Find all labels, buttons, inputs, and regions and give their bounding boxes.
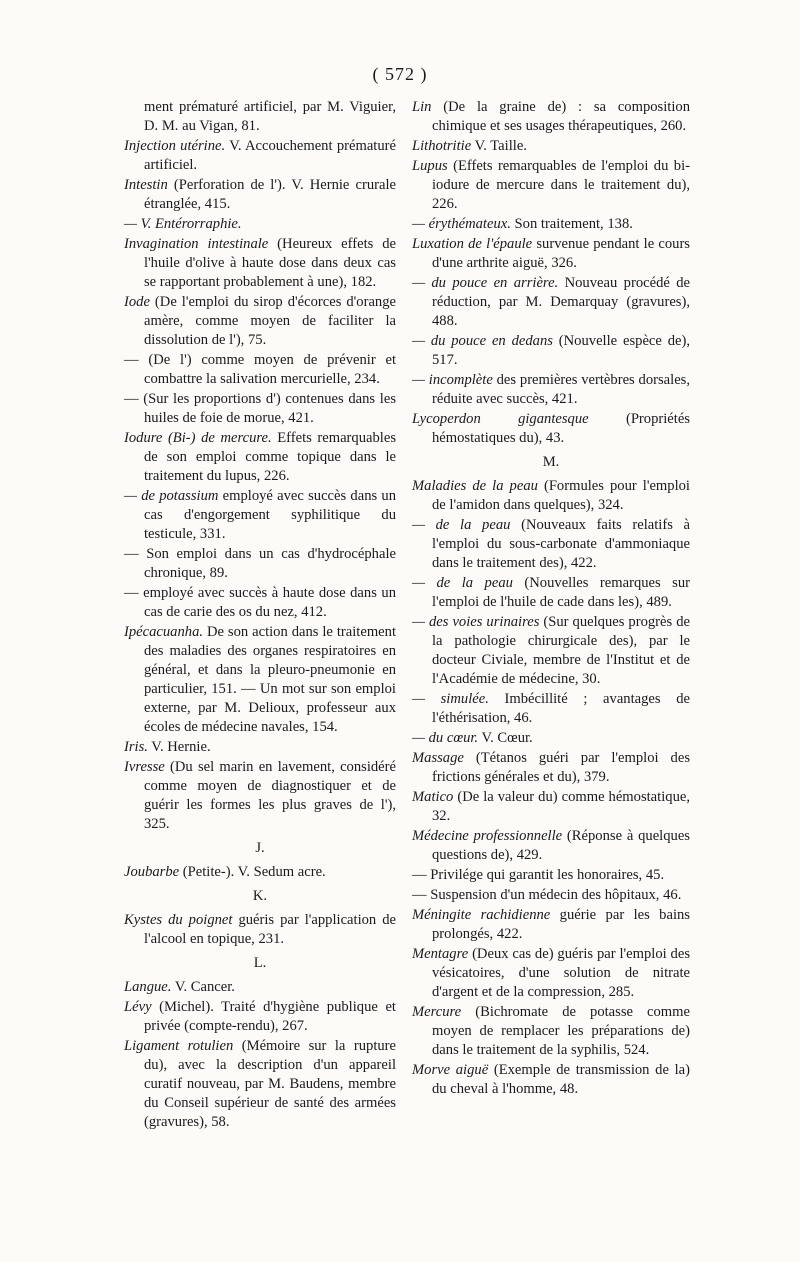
entry-heading: Lévy	[124, 999, 152, 1015]
index-entry	[412, 215, 690, 234]
entry-heading: Mentagre	[412, 946, 469, 962]
entry-heading: Lupus	[412, 158, 448, 174]
index-entry	[124, 758, 396, 834]
entry-text: — Privilége qui garantit les honoraires, 45.	[412, 867, 665, 883]
entry-text: (Effets remarquables de l'emploi du bi-iodure de mercure dans le traitement du), 226.	[432, 158, 690, 212]
index-entry	[412, 477, 690, 515]
index-entry	[124, 487, 396, 544]
index-entry	[412, 788, 690, 826]
entry-text: (Michel). Traité d'hygiène publique et privée (compte-rendu), 267.	[144, 999, 396, 1034]
entry-text: guéris par l'application de l'alcool en topique, 231.	[144, 912, 396, 947]
entry-text: — Son emploi dans un cas d'hydrocéphale chronique, 89.	[124, 546, 396, 581]
entry-heading: Maladies de la peau	[412, 478, 538, 494]
entry-heading: — incomplète	[412, 372, 493, 388]
entry-heading: — simulée.	[412, 691, 489, 707]
index-entry	[124, 235, 396, 292]
entry-heading: Massage	[412, 750, 464, 766]
entry-text: (Tétanos guéri par l'emploi des frictions générales et du), 379.	[432, 750, 690, 785]
index-entry	[412, 613, 690, 689]
entry-text: Son traitement, 138.	[510, 216, 633, 232]
index-entry	[124, 390, 396, 428]
entry-heading: Langue.	[124, 979, 172, 995]
index-entry	[124, 584, 396, 622]
index-entry	[412, 332, 690, 370]
entry-text: des premières vertèbres dorsales, réduite avec succès, 421.	[432, 372, 691, 407]
entry-text: V. Taille.	[471, 138, 527, 154]
entry-heading: — du cœur.	[412, 730, 479, 746]
entry-text: — (Sur les proportions d') contenues dans les huiles de foie de morue, 421.	[124, 391, 396, 426]
index-entry	[412, 274, 690, 331]
index-entry	[124, 176, 396, 214]
index-entry	[124, 429, 396, 486]
entry-heading: Injection utérine.	[124, 138, 226, 154]
index-entry	[412, 906, 690, 944]
entry-heading: Matico	[412, 789, 454, 805]
entry-heading: Kystes du poignet	[124, 912, 233, 928]
entry-text: (Petite-). V. Sedum acre.	[179, 864, 326, 880]
entry-heading: Luxation de l'épaule	[412, 236, 533, 252]
entry-text: — Suspension d'un médecin des hôpitaux, 46.	[412, 887, 682, 903]
entry-heading: Joubarbe	[124, 864, 180, 880]
index-entry	[412, 516, 690, 573]
entry-text: employé avec succès dans un cas d'engorgement syphilitique du testicule, 331.	[144, 488, 397, 542]
entry-heading: — de potassium	[124, 488, 219, 504]
entry-text: Nouveau procédé de réduction, par M. Demarquay (gravures), 488.	[432, 275, 691, 329]
entry-text: (Perforation de l'). V. Hernie crurale étranglée, 415.	[144, 177, 396, 212]
entry-text: survenue pendant le cours d'une arthrite aiguë, 326.	[432, 236, 690, 271]
entry-heading: — des voies urinaires	[412, 614, 540, 630]
entry-heading: Iris.	[124, 739, 148, 755]
section-letter: L.	[253, 955, 267, 971]
index-entry	[412, 1003, 690, 1060]
entry-text: (De la valeur du) comme hémostatique, 32.	[432, 789, 690, 824]
index-entry	[124, 137, 396, 175]
index-entry	[412, 749, 690, 787]
index-entry	[412, 886, 690, 905]
entry-heading: Invagination intestinale	[124, 236, 269, 252]
index-entry	[124, 738, 396, 757]
entry-text: guérie par les bains prolongés, 422.	[432, 907, 690, 942]
entry-heading: — érythémateux.	[412, 216, 511, 232]
section-letter: K.	[252, 888, 268, 904]
index-entry	[124, 863, 396, 882]
index-entry	[412, 1061, 690, 1099]
entry-text: V. Cancer.	[171, 979, 235, 995]
entry-heading: Iodure (Bi-) de mercure.	[124, 430, 272, 446]
entry-text: — (De l') comme moyen de prévenir et combattre la salivation mercurielle, 234.	[124, 352, 396, 387]
entry-text: (Mémoire sur la rupture du), avec la description d'un appareil curatif nouveau, par M. Baudens, membre du Conseil supérieur de santé des armées (gravures), 58.	[144, 1038, 397, 1130]
entry-heading: — V. Entérorraphie.	[124, 216, 242, 232]
entry-text: (Bichromate de potasse comme moyen de remplacer les préparations de) dans le traitement de la syphilis, 524.	[432, 1004, 690, 1058]
entry-text: (Formules pour l'emploi de l'amidon dans quelques), 324.	[432, 478, 690, 513]
entry-text: (Heureux effets de l'huile d'olive à haute dose dans deux cas se rapportant probablement à une), 182.	[144, 236, 396, 290]
entry-heading: Méningite rachidienne	[412, 907, 551, 923]
entry-text: ment prématuré artificiel, par M. Viguier, D. M. au Vigan, 81.	[144, 99, 396, 134]
index-entry	[124, 351, 396, 389]
index-entry	[412, 371, 690, 409]
index-entry	[124, 911, 396, 949]
entry-text: V. Hernie.	[147, 739, 211, 755]
entry-heading: Intestin	[124, 177, 168, 193]
entry-heading: Ivresse	[124, 759, 165, 775]
entry-text: (Exemple de transmission de la) du cheval à l'homme, 48.	[432, 1062, 690, 1097]
section-letter: M.	[542, 454, 560, 470]
entry-heading: Ligament rotulien	[124, 1038, 234, 1054]
entry-heading: — du pouce en dedans	[412, 333, 553, 349]
entry-text: (De la graine de) : sa composition chimique et ses usages thérapeutiques, 260.	[431, 99, 690, 134]
entry-text: (Du sel marin en lavement, considéré comme moyen de diagnostiquer et de guérir les formes les plus graves de l'), 325.	[144, 759, 396, 832]
entry-heading: Mercure	[412, 1004, 462, 1020]
entry-heading: Lycoperdon gigantesque	[412, 411, 589, 427]
index-entry	[412, 690, 690, 728]
entry-text: (Nouvelle espèce de), 517.	[432, 333, 691, 368]
entry-heading: — de la peau	[412, 575, 513, 591]
entry-text: (Réponse à quelques questions de), 429.	[432, 828, 690, 863]
index-entry	[412, 945, 690, 1002]
index-entry	[124, 998, 396, 1036]
index-entry	[412, 574, 690, 612]
right-column	[412, 98, 690, 1100]
page-number: ( 572 )	[372, 64, 428, 84]
entry-heading: Lithotritie	[412, 138, 472, 154]
entry-text: (Nouveaux faits relatifs à l'emploi du sous-carbonate d'ammoniaque dans le traitement des), 422.	[432, 517, 690, 571]
index-entry	[124, 978, 396, 997]
entry-heading: Ipécacuanha.	[124, 624, 204, 640]
index-entry	[412, 410, 690, 448]
entry-text: V. Cœur.	[478, 730, 533, 746]
entry-text: Effets remarquables de son emploi comme topique dans le traitement du lupus, 226.	[144, 430, 396, 484]
entry-text: De son action dans le traitement des maladies des organes respiratoires en général, et dans la pleuro-pneumonie en particulier, 151. — Un mot sur son emploi externe, par M. Delioux, professeur aux écoles de médecine navales, 154.	[144, 624, 396, 735]
index-entry	[412, 729, 690, 748]
entry-text: Imbécillité ; avantages de l'éthérisation, 46.	[432, 691, 691, 726]
index-entry	[124, 98, 396, 136]
entry-heading: Iode	[124, 294, 150, 310]
section-letter: J.	[255, 840, 265, 856]
index-entry	[124, 1037, 396, 1132]
index-entry	[412, 157, 690, 214]
index-entry	[412, 137, 690, 156]
entry-heading: — du pouce en arrière.	[412, 275, 559, 291]
index-entry	[124, 293, 396, 350]
entry-heading: Lin	[412, 99, 432, 115]
index-entry	[124, 215, 396, 234]
entry-text: (De l'emploi du sirop d'écorces d'orange amère, comme moyen de faciliter la dissolution de l'), 75.	[144, 294, 396, 348]
entry-text: V. Accouchement prématuré artificiel.	[144, 138, 396, 173]
index-entry	[124, 623, 396, 737]
entry-heading: Morve aiguë	[412, 1062, 489, 1078]
entry-text: (Propriétés hémostatiques du), 43.	[432, 411, 690, 446]
entry-heading: — de la peau	[412, 517, 511, 533]
left-column	[124, 98, 396, 1133]
index-entry	[412, 827, 690, 865]
index-entry	[412, 235, 690, 273]
entry-text: — employé avec succès à haute dose dans un cas de carie des os du nez, 412.	[124, 585, 396, 620]
entry-text: (Sur quelques progrès de la pathologie chirurgicale des), par le docteur Civiale, membre de l'Institut et de l'Académie de médecine, 30.	[432, 614, 690, 687]
entry-text: (Nouvelles remarques sur l'emploi de l'huile de cade dans les), 489.	[432, 575, 691, 610]
index-entry	[412, 866, 690, 885]
index-entry	[124, 545, 396, 583]
index-entry	[412, 98, 690, 136]
entry-text: (Deux cas de) guéris par l'emploi des vésicatoires, d'une solution de nitrate d'argent et de la compression, 285.	[432, 946, 690, 1000]
entry-heading: Médecine professionnelle	[412, 828, 563, 844]
